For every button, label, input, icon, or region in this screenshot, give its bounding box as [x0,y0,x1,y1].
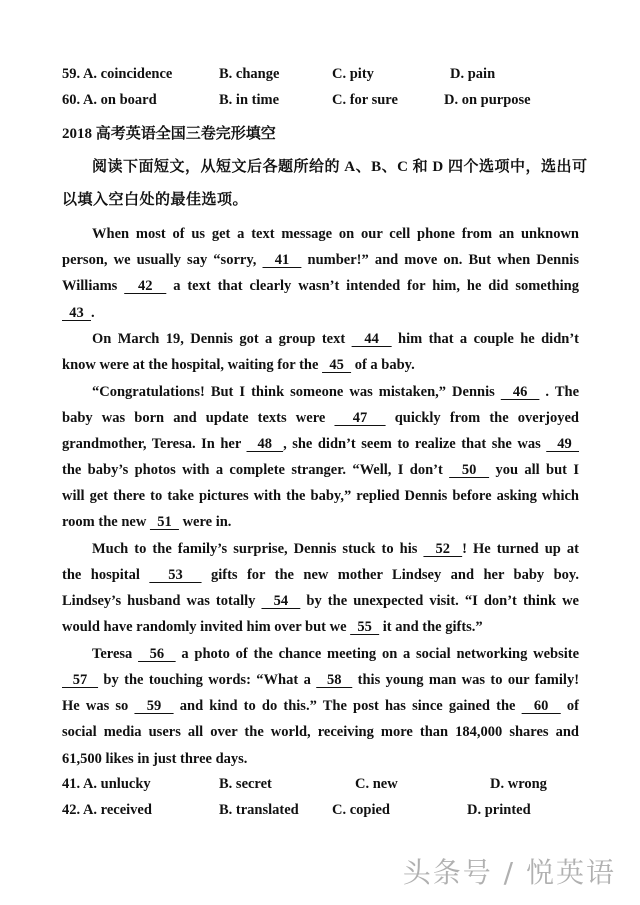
blank: 55 [350,619,380,635]
blank: 48 [246,436,284,452]
option-c: C. new [355,776,398,792]
passage-line: the baby’s photos with a complete stranger. “Well, I don’t 50 you all but I [62,462,579,478]
option-a: 60. A. on board [62,92,157,108]
option-a: 42. A. received [62,802,152,818]
blank: 59 [134,698,174,714]
blank: 41 [262,252,302,268]
blank: 50 [449,462,490,478]
passage-line: 43 . [62,305,95,321]
blank: 51 [149,514,179,530]
option-a: 41. A. unlucky [62,776,151,792]
option-d: D. on purpose [444,92,531,108]
passage-line: baby was born and update texts were 47 quickly from the overjoyed [62,410,580,426]
option-b: B. translated [219,802,299,818]
option-a: 59. A. coincidence [62,66,173,82]
option-d: D. wrong [490,776,547,792]
passage-line: will get there to take pictures with the baby,” replied Dennis before asking which [62,488,579,504]
instruction-line-2: 以填入空白处的最佳选项。 [62,192,249,208]
section-title: 2018 高考英语全国三卷完形填空 [62,126,276,142]
option-b: B. secret [219,776,272,792]
blank: 46 [500,384,540,400]
option-d: D. pain [450,66,496,82]
passage-line: social media users all over the world, receiving more than 184,000 shares and [62,724,579,740]
option-d: D. printed [467,802,531,818]
passage-line: On March 19, Dennis got a group text 44 him that a couple he didn’t [92,331,579,347]
blank: 60 [521,698,561,714]
blank: 43 [62,305,91,321]
instruction-line-1: 阅读下面短文，从短文后各题所给的 A、B、C 和 D 四个选项中，选出可 [92,159,588,175]
blank: 44 [351,331,392,347]
blank: 52 [423,541,463,557]
passage-line: Teresa 56 a photo of the chance meeting on a social networking website [92,646,580,662]
option-b: B. change [219,66,280,82]
blank: 42 [124,278,167,294]
passage-line: person, we usually say “sorry, 41 number!” and move on. But when Dennis [62,252,579,268]
passage-line: Much to the family’s surprise, Dennis stuck to his 52 ! He turned up at [92,541,579,557]
option-c: C. copied [332,802,390,818]
passage-line: grandmother, Teresa. In her 48 , she didn’t seem to realize that she was 49 [62,436,580,452]
blank: 47 [334,410,386,426]
blank: 57 [62,672,99,688]
passage-line: When most of us get a text message on our cell phone from an unknown [92,226,579,242]
watermark: 头条号 / 悦英语 [402,856,616,889]
passage-line: would have randomly invited him over but we 55 it and the gifts.” [62,619,483,635]
blank: 53 [149,567,202,583]
passage-line: 61,500 likes in just three days. [62,751,248,767]
blank: 45 [322,357,352,373]
option-c: C. pity [332,66,374,82]
passage-line: Lindsey’s husband was totally 54 by the unexpected visit. “I don’t think we [62,593,579,609]
passage-line: Williams 42 a text that clearly wasn’t intended for him, he did something [62,278,579,294]
blank: 49 [546,436,580,452]
option-c: C. for sure [332,92,398,108]
passage-line: room the new 51 were in. [62,514,232,530]
passage-line: 57 by the touching words: “What a 58 this young man was to our family! [62,672,580,688]
passage-line: the hospital 53 gifts for the new mother Lindsey and her baby boy. [62,567,579,583]
passage-line: He was so 59 and kind to do this.” The post has since gained the 60 of [62,698,579,714]
blank: 56 [138,646,176,662]
blank: 58 [316,672,353,688]
option-b: B. in time [219,92,280,108]
blank: 54 [261,593,301,609]
passage-line: “Congratulations! But I think someone was mistaken,” Dennis 46 . The [92,384,579,400]
passage-line: know were at the hospital, waiting for the 45 of a baby. [62,357,415,373]
